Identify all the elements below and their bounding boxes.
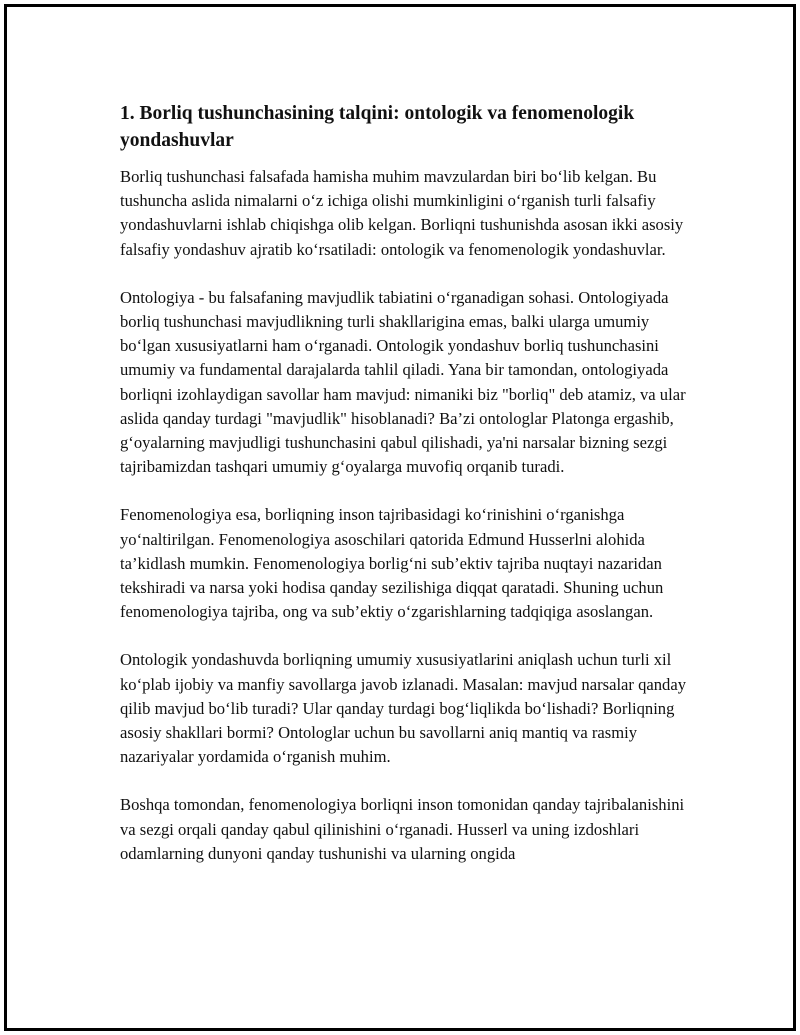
document-body [120, 100, 700, 890]
paragraph: Ontologik yondashuvda borliqning umumiy xususiyatlarini aniqlash uchun turli xil ko‘plab ijobiy va manfiy savollarga javob izlanadi. Masalan: mavjud narsalar qanday qilib mavjud bo‘lib turadi? Ular qanday turdagi bog‘liqlikda bo‘lishadi? Borliqning asosiy shakllari bormi? Ontologlar uchun bu savollarni aniq mantiq va rasmiy nazariyalar yordamida o‘rganish muhim. [120, 650, 687, 767]
paragraph: Boshqa tomondan, fenomenologiya borliqni inson tomonidan qanday tajribalanishini va sezgi orqali qanday qabul qilinishini o‘rganadi. Husserl va uning izdoshlari odamlarning dunyoni qanday tushunishi va ularning ongida [120, 795, 685, 863]
paragraph: Borliq tushunchasi falsafada hamisha muhim mavzulardan biri bo‘lib kelgan. Bu tushuncha aslida nimalarni o‘z ichiga olishi mumkinligini o‘rganish turli falsafiy yondashuvlarni ishlab chiqishga olib kelgan. Borliqni tushunishda asosan ikki asosiy falsafiy yondashuv ajratib ko‘rsatiladi: ontologik va fenomenologik yondashuvlar. [120, 167, 684, 259]
paragraph: Fenomenologiya esa, borliqning inson tajribasidagi ko‘rinishini o‘rganishga yo‘naltirilgan. Fenomenologiya asoschilari qatorida Edmund Husserlni alohida ta’kidlash mumkin. Fenomenologiya borlig‘ni sub’ektiv tajriba nuqtayi nazaridan tekshiradi va narsa yoki hodisa qanday sezilishiga diqqat qaratadi. Shuning uchun fenomenologiya tajriba, ong va sub’ektiy o‘zgarishlarning tadqiqiga asoslangan. [120, 505, 664, 622]
section-heading: 1. Borliq tushunchasining talqini: ontologik va fenomenologik yondashuvlar [120, 103, 635, 151]
page-frame [4, 4, 796, 1031]
paragraph: Ontologiya - bu falsafaning mavjudlik tabiatini o‘rganadigan sohasi. Ontologiyada borliq tushunchasi mavjudlikning turli shakllariginа emas, balki ularga umumiy bo‘lgan xususiyatlarni ham o‘rganadi. Ontologik yondashuv borliq tushunchasini umumiy va fundamental darajalarda tahlil qiladi. Yana bir tamondan, ontologiyada borliqni izohlaydigan savollar ham mavjud: nimaniki biz "borliq" deb atamiz, va ular aslida qanday turdagi "mavjudlik" hisoblanadi? Ba’zi ontologlar Platonga ergashib, g‘oyalarning mavjudligi tushunchasini qabul qilishadi, ya'ni narsalar bizning sezgi tajribamizdan tashqari umumiy g‘oyalarga muvofiq orqanib turadi. [120, 287, 686, 477]
